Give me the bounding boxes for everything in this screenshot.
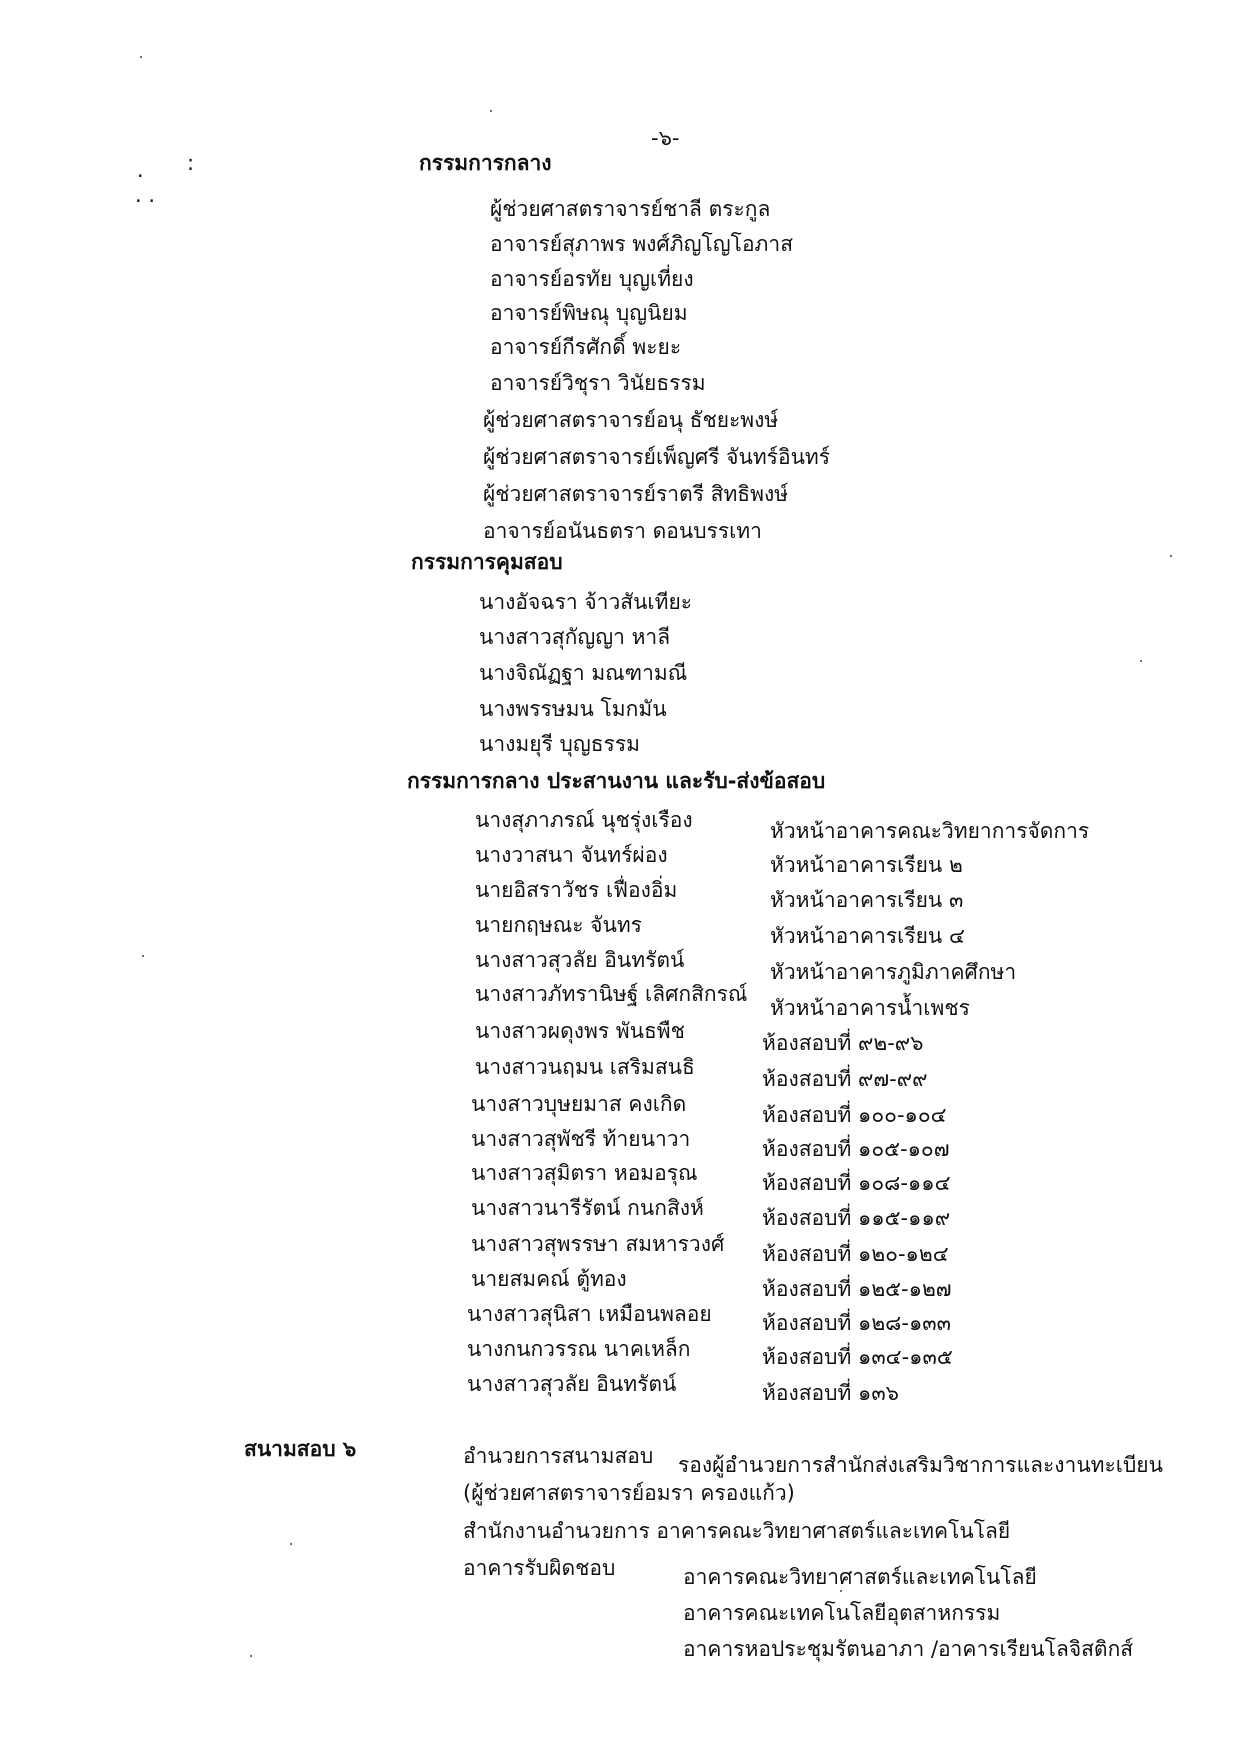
table-row-role: หัวหน้าอาคารเรียน ๓	[770, 888, 964, 912]
table-row-role: ห้องสอบที่ ๑๒๘-๑๓๓	[762, 1311, 951, 1335]
field-label: สนามสอบ ๖	[244, 1437, 357, 1461]
table-row-role: ห้องสอบที่ ๙๒-๙๖	[762, 1031, 924, 1055]
member-name: อาจารย์อรทัย บุญเที่ยง	[490, 267, 694, 291]
table-row-role: หัวหน้าอาคารเรียน ๒	[770, 853, 963, 877]
table-row-name: นางสาวสุพัชรี ท้ายนาวา	[471, 1127, 691, 1151]
table-row-role: ห้องสอบที่ ๑๒๐-๑๒๔	[762, 1242, 949, 1266]
table-row-role: หัวหน้าอาคารภูมิภาคศึกษา	[770, 960, 1017, 984]
table-row-name: นางสาวสุวลัย อินทรัตน์	[475, 948, 685, 972]
table-row-role: ห้องสอบที่ ๑๐๘-๑๑๔	[762, 1171, 951, 1195]
table-row-role: ห้องสอบที่ ๑๒๕-๑๒๗	[762, 1277, 952, 1301]
table-row-role: ห้องสอบที่ ๑๐๐-๑๐๔	[762, 1103, 947, 1127]
table-row-role: ห้องสอบที่ ๑๓๖	[762, 1381, 900, 1405]
table-row-name: นางวาสนา จันทร์ผ่อง	[475, 843, 668, 867]
building-item: อาคารคณะเทคโนโลยีอุตสาหกรรม	[683, 1601, 1001, 1625]
section-heading: กรรมการกลาง ประสานงาน และรับ-ส่งข้อสอบ	[407, 769, 826, 793]
table-row-role: ห้องสอบที่ ๑๓๔-๑๓๕	[762, 1345, 953, 1369]
table-row-name: นางกนกวรรณ นาคเหล็ก	[467, 1337, 691, 1361]
scan-speck	[140, 56, 142, 58]
member-name: ผู้ช่วยศาสตราจารย์อนุ ธัชยะพงษ์	[483, 408, 779, 432]
member-name: นางอัจฉรา จ้าวสันเทียะ	[479, 590, 693, 614]
member-name: ผู้ช่วยศาสตราจารย์ราตรี สิทธิพงษ์	[483, 482, 789, 506]
member-name: นางจิณัฏฐา มณฑามณี	[479, 661, 688, 685]
scan-speck	[490, 110, 492, 112]
member-name: นางสาวสุกัญญา หาลี	[479, 625, 671, 649]
table-row-role: หัวหน้าอาคารคณะวิทยาการจัดการ	[770, 819, 1090, 843]
member-name: อาจารย์กีรศักดิ์ พะยะ	[490, 335, 682, 359]
table-row-name: นางสาวผดุงพร พันธพืช	[475, 1019, 685, 1043]
member-name: นางมยุรี บุญธรรม	[479, 732, 640, 756]
page-number: -๖-	[651, 126, 680, 150]
member-name: อาจารย์วิชุรา วินัยธรรม	[490, 371, 706, 395]
member-name: อาจารย์อนันธตรา ดอนบรรเทา	[483, 519, 762, 543]
section-heading: กรรมการคุมสอบ	[411, 550, 563, 574]
table-row-name: นางสาวนฤมน เสริมสนธิ	[475, 1055, 695, 1079]
director-label: อำนวยการสนามสอบ	[463, 1444, 654, 1468]
table-row-role: ห้องสอบที่ ๑๐๕-๑๐๗	[762, 1137, 950, 1161]
table-row-role: หัวหน้าอาคารเรียน ๔	[770, 924, 965, 948]
table-row-role: ห้องสอบที่ ๙๗-๙๙	[762, 1067, 928, 1091]
margin-mark: .	[137, 158, 144, 182]
margin-mark: :	[187, 151, 195, 175]
member-name: ผู้ช่วยศาสตราจารย์ชาลี ตระกูล	[490, 197, 771, 221]
buildings-label: อาคารรับผิดชอบ	[463, 1556, 616, 1580]
table-row-name: นายกฤษณะ จันทร	[475, 913, 642, 937]
scan-speck	[1140, 660, 1142, 662]
table-row-name: นางสาวสุมิตรา หอมอรุณ	[471, 1161, 698, 1185]
table-row-name: นางสาวภัทรานิษฐ์ เลิศกสิกรณ์	[475, 982, 748, 1006]
table-row-name: นางสาวสุนิสา เหมือนพลอย	[467, 1302, 712, 1326]
table-row-role: ห้องสอบที่ ๑๑๕-๑๑๙	[762, 1206, 951, 1230]
scan-speck	[290, 1543, 292, 1545]
member-name: อาจารย์สุภาพร พงศ์ภิญโญโอภาส	[490, 232, 794, 256]
table-row-name: นางสุภาภรณ์ นุชรุ่งเรือง	[475, 808, 693, 832]
member-name: นางพรรษมน โมกมัน	[479, 697, 667, 721]
office: สำนักงานอำนวยการ อาคารคณะวิทยาศาสตร์และเทคโนโลยี	[463, 1519, 1011, 1543]
table-row-name: นายสมคณ์ ตู้ทอง	[471, 1267, 627, 1291]
member-name: อาจารย์พิษณุ บุญนิยม	[490, 301, 688, 325]
scan-speck	[142, 955, 144, 957]
member-name: ผู้ช่วยศาสตราจารย์เพ็ญศรี จันทร์อินทร์	[483, 445, 831, 469]
table-row-name: นางสาวสุพรรษา สมหารวงศ์	[471, 1232, 725, 1256]
margin-mark: . .	[135, 183, 156, 207]
table-row-role: หัวหน้าอาคารน้ำเพชร	[770, 996, 970, 1020]
table-row-name: นายอิสราวัชร เฟื่องอิ่ม	[475, 878, 678, 902]
table-row-name: นางสาวนารีรัตน์ กนกสิงห์	[471, 1196, 704, 1220]
building-item: อาคารหอประชุมรัตนอาภา /อาคารเรียนโลจิสติกส์	[683, 1637, 1134, 1661]
director-name: (ผู้ช่วยศาสตราจารย์อมรา ครองแก้ว)	[463, 1481, 795, 1505]
director-title: รองผู้อำนวยการสำนักส่งเสริมวิชาการและงานทะเบียน	[678, 1453, 1163, 1477]
scan-speck	[840, 1590, 842, 1592]
scan-speck	[250, 1655, 252, 1657]
section-heading: กรรมการกลาง	[419, 151, 552, 175]
table-row-name: นางสาวบุษยมาส คงเกิด	[471, 1092, 687, 1116]
scan-speck	[1170, 555, 1172, 557]
building-item: อาคารคณะวิทยาศาสตร์และเทคโนโลยี	[683, 1565, 1037, 1589]
table-row-name: นางสาวสุวลัย อินทรัตน์	[467, 1372, 677, 1396]
